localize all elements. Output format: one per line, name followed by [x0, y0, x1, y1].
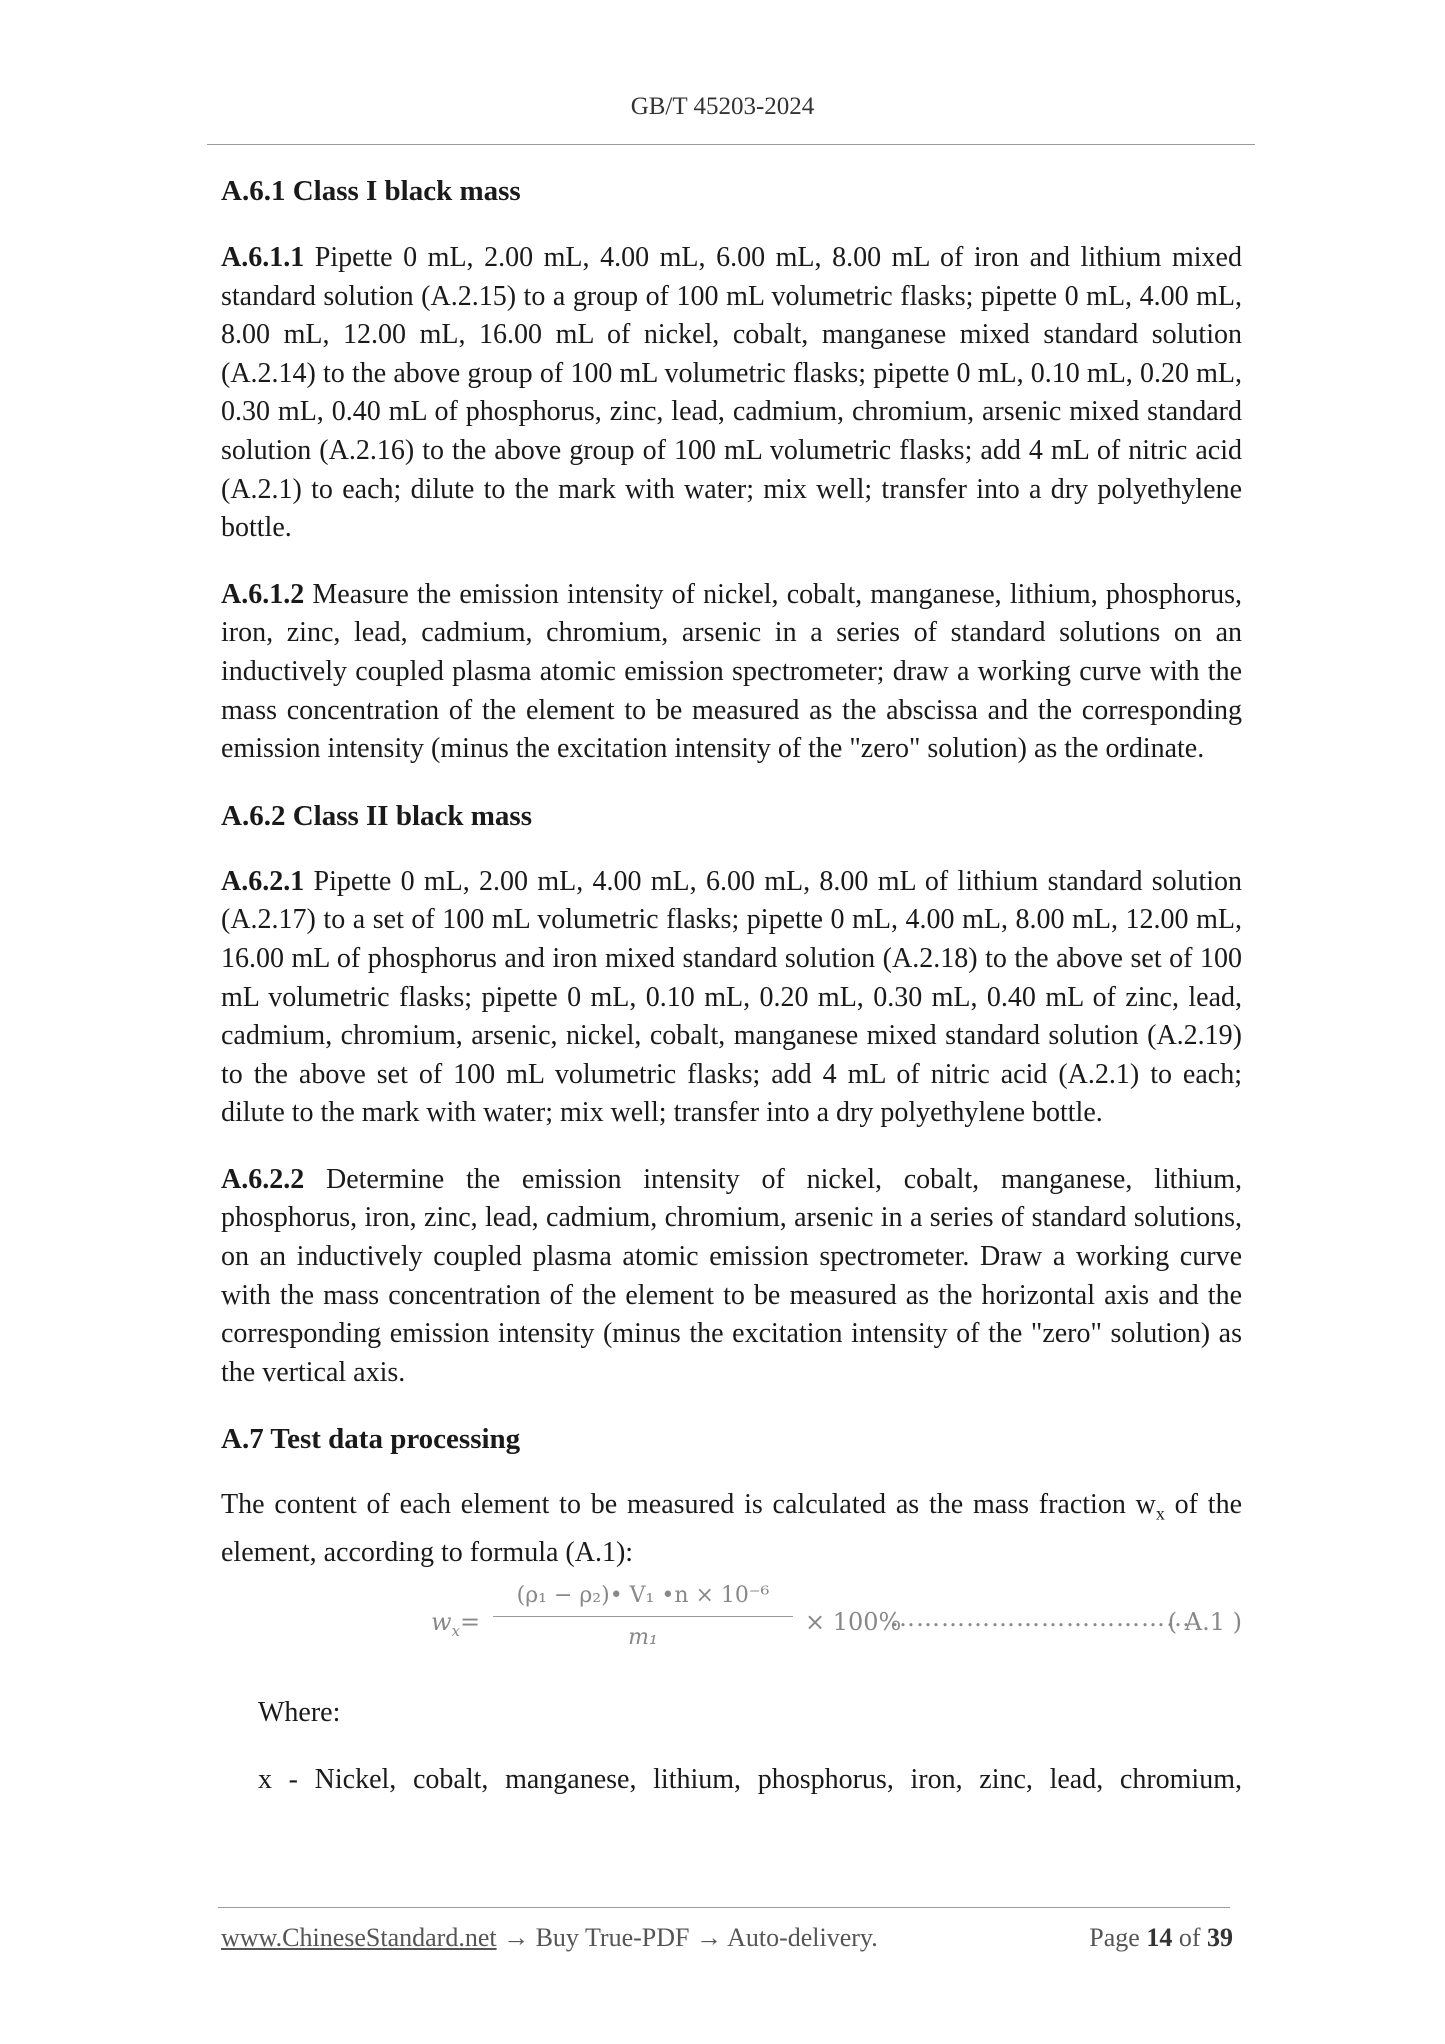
subscript-x: x: [1155, 1504, 1165, 1525]
formula-numerator: (ρ₁ − ρ₂)• V₁ •n × 10⁻⁶: [516, 1583, 770, 1609]
document-code-header: GB/T 45203-2024: [630, 93, 815, 120]
header-divider: [207, 144, 1255, 145]
arrow-right-icon: →: [503, 1923, 530, 1952]
clause-number: A.6.2.1: [221, 865, 305, 897]
where-label: Where:: [258, 1697, 341, 1729]
arrow-right-icon: →: [696, 1923, 722, 1952]
total-pages: 39: [1207, 1923, 1233, 1952]
variable-definition-x: x - Nickel, cobalt, manganese, lithium, phosphorus, iron, zinc, lead, chromium,: [258, 1764, 1242, 1796]
paragraph-text: Pipette 0 mL, 2.00 mL, 4.00 mL, 6.00 mL, 8.00 mL of lithium standard solution (A.2.17) to a set of 100 mL volumetric flasks; pipette 0 mL, 4.00 mL, 8.00 mL, 12.00 mL, 16.00 mL of phosphorus and iron mixed standard solution (A.2.18) to the above set of 100 mL volumetric flasks; pipette 0 mL, 0.10 mL, 0.20 mL, 0.30 mL, 0.40 mL of zinc, lead, cadmium, chromium, arsenic, nickel, cobalt, manganese mixed standard solution (A.2.19) to the above set of 100 mL volumetric flasks; add 4 mL of nitric acid (A.2.1) to each; dilute to the mark with water; mix well; transfer into a dry polyethylene bottle.: [221, 865, 1242, 1129]
clause-number: A.6.2.2: [221, 1163, 305, 1195]
paragraph-a621: [221, 863, 1242, 1133]
paragraph-text: Pipette 0 mL, 2.00 mL, 4.00 mL, 6.00 mL, 8.00 mL of iron and lithium mixed standard solution (A.2.15) to a group of 100 mL volumetric flasks; pipette 0 mL, 4.00 mL, 8.00 mL, 12.00 mL, 16.00 mL of nickel, cobalt, manganese mixed standard solution (A.2.14) to the above group of 100 mL volumetric flasks; pipette 0 mL, 0.10 mL, 0.20 mL, 0.30 mL, 0.40 mL of phosphorus, zinc, lead, cadmium, chromium, arsenic mixed standard solution (A.2.16) to the above group of 100 mL volumetric flasks; add 4 mL of nitric acid (A.2.1) to each; dilute to the mark with water; mix well; transfer into a dry polyethylene bottle.: [221, 242, 1242, 544]
page-number: Page 14 of 39: [1089, 1923, 1233, 1952]
formula-reference: ( A.1 ): [1167, 1608, 1242, 1637]
formula-lhs: $w_x=$: [431, 1608, 481, 1641]
paragraph-a611: [221, 239, 1242, 548]
section-heading-a61: A.6.1 Class I black mass: [221, 175, 521, 207]
paragraph-text: Measure the emission intensity of nickel, cobalt, manganese, lithium, phosphorus, iron, zinc, lead, cadmium, chromium, arsenic in a series of standard solutions on an inductively coupled plasma atomic emission spectrometer; draw a working curve with the mass concentration of the element to be measured as the abscissa and the corresponding emission intensity (minus the excitation intensity of the "zero" solution) as the ordinate.: [221, 578, 1242, 765]
section-heading-a7: A.7 Test data processing: [221, 1423, 521, 1456]
formula-times-100: × 100%: [805, 1608, 902, 1637]
formula-fraction: [493, 1578, 793, 1655]
formula-a1: [221, 1578, 1242, 1688]
clause-number: A.6.1.2: [221, 578, 305, 610]
buy-true-pdf-text: Buy True-PDF: [535, 1923, 690, 1952]
paragraph-text: Determine the emission intensity of nickel, cobalt, manganese, lithium, phosphorus, iron, zinc, lead, cadmium, chromium, arsenic in a series of standard solutions, on an inductively coupled plasma atomic emission spectrometer. Draw a working curve with the mass concentration of the element to be measured as the horizontal axis and the corresponding emission intensity (minus the excitation intensity of the "zero" solution) as the vertical axis.: [221, 1163, 1242, 1388]
site-link[interactable]: www.ChineseStandard.net: [221, 1923, 497, 1952]
paragraph-formula-intro: The content of each element to be measured is calculated as the mass fraction $w_x$ of the element, according to formula (A.1):: [221, 1489, 1242, 1568]
fraction-bar: [493, 1616, 793, 1617]
paragraph-a612: [221, 576, 1242, 769]
section-heading-a62: A.6.2 Class II black mass: [221, 799, 532, 832]
page-footer: [221, 1923, 1233, 1953]
auto-delivery-text: Auto-delivery.: [727, 1923, 878, 1952]
formula-denominator: m₁: [628, 1625, 658, 1651]
current-page: 14: [1146, 1923, 1173, 1952]
formula-leader-dots: ………………………………: [891, 1604, 1191, 1633]
clause-number: A.6.1.1: [221, 242, 305, 273]
paragraph-a622: [221, 1161, 1242, 1393]
page-body: [221, 172, 1242, 1799]
footer-divider: [218, 1907, 1230, 1908]
